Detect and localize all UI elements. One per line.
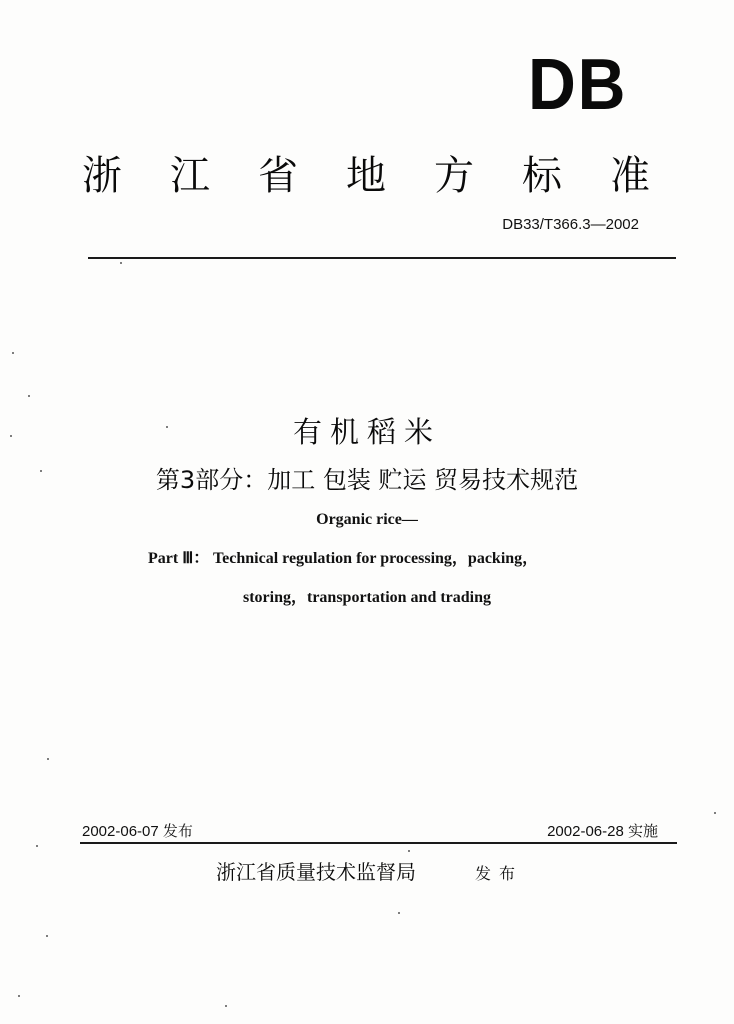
scan-speck — [166, 426, 168, 428]
scan-speck — [398, 912, 400, 914]
scan-speck — [40, 470, 42, 472]
scan-speck — [46, 935, 48, 937]
scan-speck — [47, 758, 49, 760]
db-mark: DB — [528, 45, 628, 125]
scan-speck — [28, 395, 30, 397]
scan-speck — [36, 845, 38, 847]
scan-speck — [120, 262, 122, 264]
implementation-date: 2002-06-28 实施 — [547, 823, 658, 840]
scan-speck — [10, 435, 12, 437]
footer-divider — [80, 842, 677, 844]
standard-title: 浙江省地方标准 — [82, 153, 698, 199]
issuing-authority: 浙江省质量技术监督局 — [216, 860, 416, 884]
scan-speck — [225, 1005, 227, 1007]
english-title-line-2: Part Ⅲ： Technical regulation for processing，packing， — [148, 550, 539, 567]
document-title: 有机稻米 — [292, 415, 441, 449]
scan-speck — [12, 352, 14, 354]
document-subtitle: 第3部分：加工 包装 贮运 贸易技术规范 — [155, 466, 579, 494]
issue-date: 2002-06-07 发布 — [82, 823, 193, 840]
issuer-action: 发布 — [475, 864, 524, 883]
scan-speck — [408, 850, 410, 852]
scan-speck — [714, 812, 716, 814]
standard-code: DB33/T366.3—2002 — [502, 216, 639, 233]
english-title-line-1: Organic rice— — [316, 511, 418, 528]
scan-speck — [18, 995, 20, 997]
header-divider — [88, 257, 676, 259]
english-title-line-3: storing，transportation and trading — [242, 589, 492, 606]
